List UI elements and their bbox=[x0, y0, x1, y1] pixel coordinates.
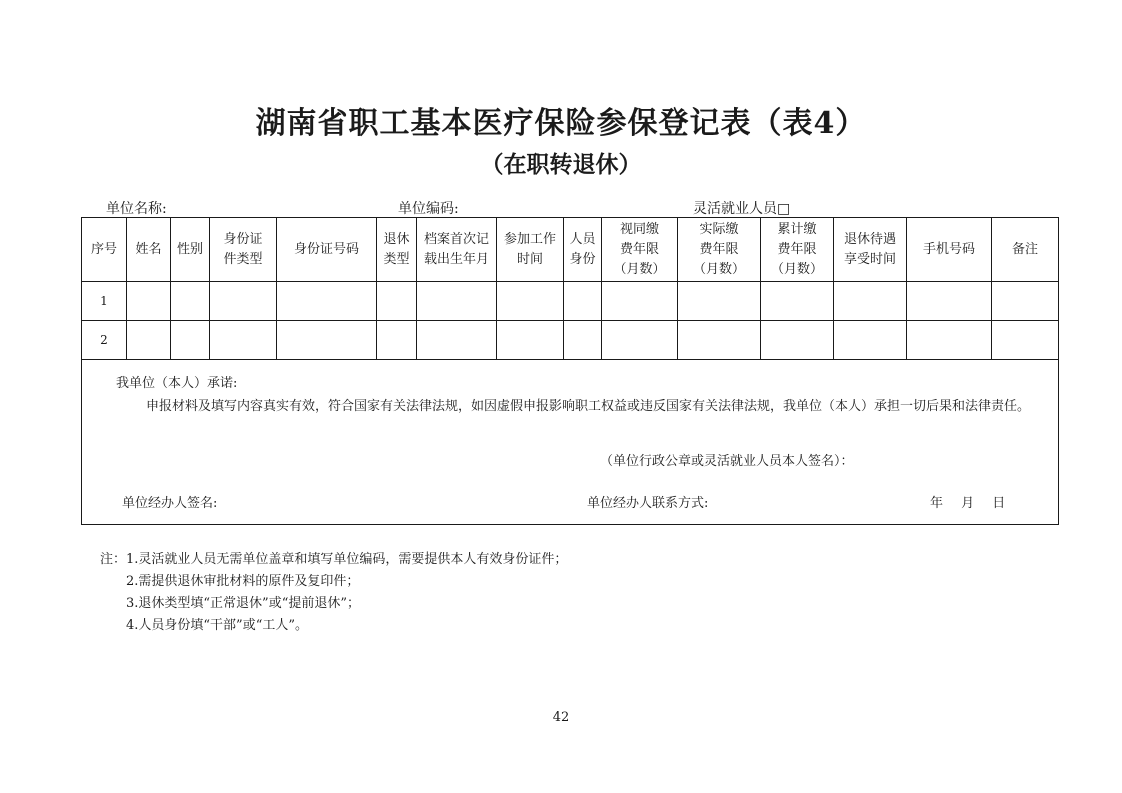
note-line: 4.人员身份填“干部”或“工人”。 bbox=[126, 618, 308, 633]
handler-contact-label: 单位经办人联系方式: bbox=[587, 496, 709, 511]
notes-section bbox=[100, 549, 567, 637]
table-cell[interactable] bbox=[564, 321, 602, 360]
note-line: 2.需提供退休审批材料的原件及复印件； bbox=[126, 574, 360, 589]
form-subtitle: （在职转退休） bbox=[480, 151, 642, 178]
table-cell[interactable] bbox=[417, 321, 497, 360]
table-cell[interactable] bbox=[127, 282, 171, 321]
row-number-cell: 1 bbox=[82, 282, 127, 321]
table-cell[interactable] bbox=[497, 321, 564, 360]
table-cell[interactable] bbox=[497, 282, 564, 321]
column-header: 档案首次记 载出生年月 bbox=[417, 218, 497, 282]
column-header: 参加工作 时间 bbox=[497, 218, 564, 282]
form-title: 湖南省职工基本医疗保险参保登记表（表4） bbox=[255, 106, 867, 141]
page-number: 42 bbox=[552, 710, 570, 725]
pledge-row bbox=[82, 360, 1059, 525]
table-cell[interactable] bbox=[834, 321, 907, 360]
column-header: 序号 bbox=[82, 218, 127, 282]
column-header: 视同缴 费年限 （月数） bbox=[602, 218, 678, 282]
column-header: 手机号码 bbox=[907, 218, 992, 282]
table-cell[interactable] bbox=[602, 282, 678, 321]
table-cell[interactable] bbox=[277, 282, 377, 321]
table-cell[interactable] bbox=[564, 282, 602, 321]
table-row bbox=[82, 282, 1059, 321]
column-header: 身份证号码 bbox=[277, 218, 377, 282]
table-cell[interactable] bbox=[210, 282, 277, 321]
table-cell[interactable] bbox=[171, 321, 210, 360]
table-cell[interactable] bbox=[834, 282, 907, 321]
table-cell[interactable] bbox=[907, 321, 992, 360]
column-header: 人员 身份 bbox=[564, 218, 602, 282]
table-cell[interactable] bbox=[907, 282, 992, 321]
pledge-cell bbox=[82, 360, 1059, 525]
column-header: 备注 bbox=[992, 218, 1059, 282]
column-header: 性别 bbox=[171, 218, 210, 282]
flexible-employment-checkbox-label: 灵活就业人员□ bbox=[693, 201, 791, 217]
pledge-text: 申报材料及填写内容真实有效，符合国家有关法律法规，如因虚假申报影响职工权益或违反国家有关法律法规，我单位（本人）承担一切后果和法律责任。 bbox=[146, 399, 1031, 414]
handler-signature-label: 单位经办人签名: bbox=[122, 496, 218, 511]
table-cell[interactable] bbox=[417, 282, 497, 321]
seal-signature-label: （单位行政公章或灵活就业人员本人签名）： bbox=[600, 454, 854, 469]
column-header: 身份证 件类型 bbox=[210, 218, 277, 282]
column-header: 姓名 bbox=[127, 218, 171, 282]
pledge-heading: 我单位（本人）承诺: bbox=[116, 376, 238, 391]
table-cell[interactable] bbox=[992, 321, 1059, 360]
column-header: 累计缴 费年限 （月数） bbox=[761, 218, 834, 282]
table-cell[interactable] bbox=[277, 321, 377, 360]
unit-name-label: 单位名称: bbox=[106, 201, 167, 217]
table-cell[interactable] bbox=[377, 282, 417, 321]
table-cell[interactable] bbox=[171, 282, 210, 321]
unit-code-label: 单位编码: bbox=[398, 201, 459, 217]
table-cell[interactable] bbox=[602, 321, 678, 360]
date-label: 年 月 日 bbox=[930, 496, 1006, 511]
table-header-row bbox=[82, 218, 1059, 282]
column-header: 实际缴 费年限 （月数） bbox=[678, 218, 761, 282]
table-cell[interactable] bbox=[210, 321, 277, 360]
table-cell[interactable] bbox=[678, 282, 761, 321]
note-line: 注：1.灵活就业人员无需单位盖章和填写单位编码，需要提供本人有效身份证件； bbox=[100, 552, 568, 567]
table-cell[interactable] bbox=[761, 282, 834, 321]
table-cell[interactable] bbox=[761, 321, 834, 360]
table-cell[interactable] bbox=[127, 321, 171, 360]
table-cell[interactable] bbox=[678, 321, 761, 360]
row-number-cell: 2 bbox=[82, 321, 127, 360]
column-header: 退休待遇 享受时间 bbox=[834, 218, 907, 282]
table-row bbox=[82, 321, 1059, 360]
registration-table bbox=[81, 217, 1059, 525]
column-header: 退休 类型 bbox=[377, 218, 417, 282]
table-cell[interactable] bbox=[992, 282, 1059, 321]
table-cell[interactable] bbox=[377, 321, 417, 360]
note-line: 3.退休类型填“正常退休”或“提前退休”； bbox=[126, 596, 360, 611]
